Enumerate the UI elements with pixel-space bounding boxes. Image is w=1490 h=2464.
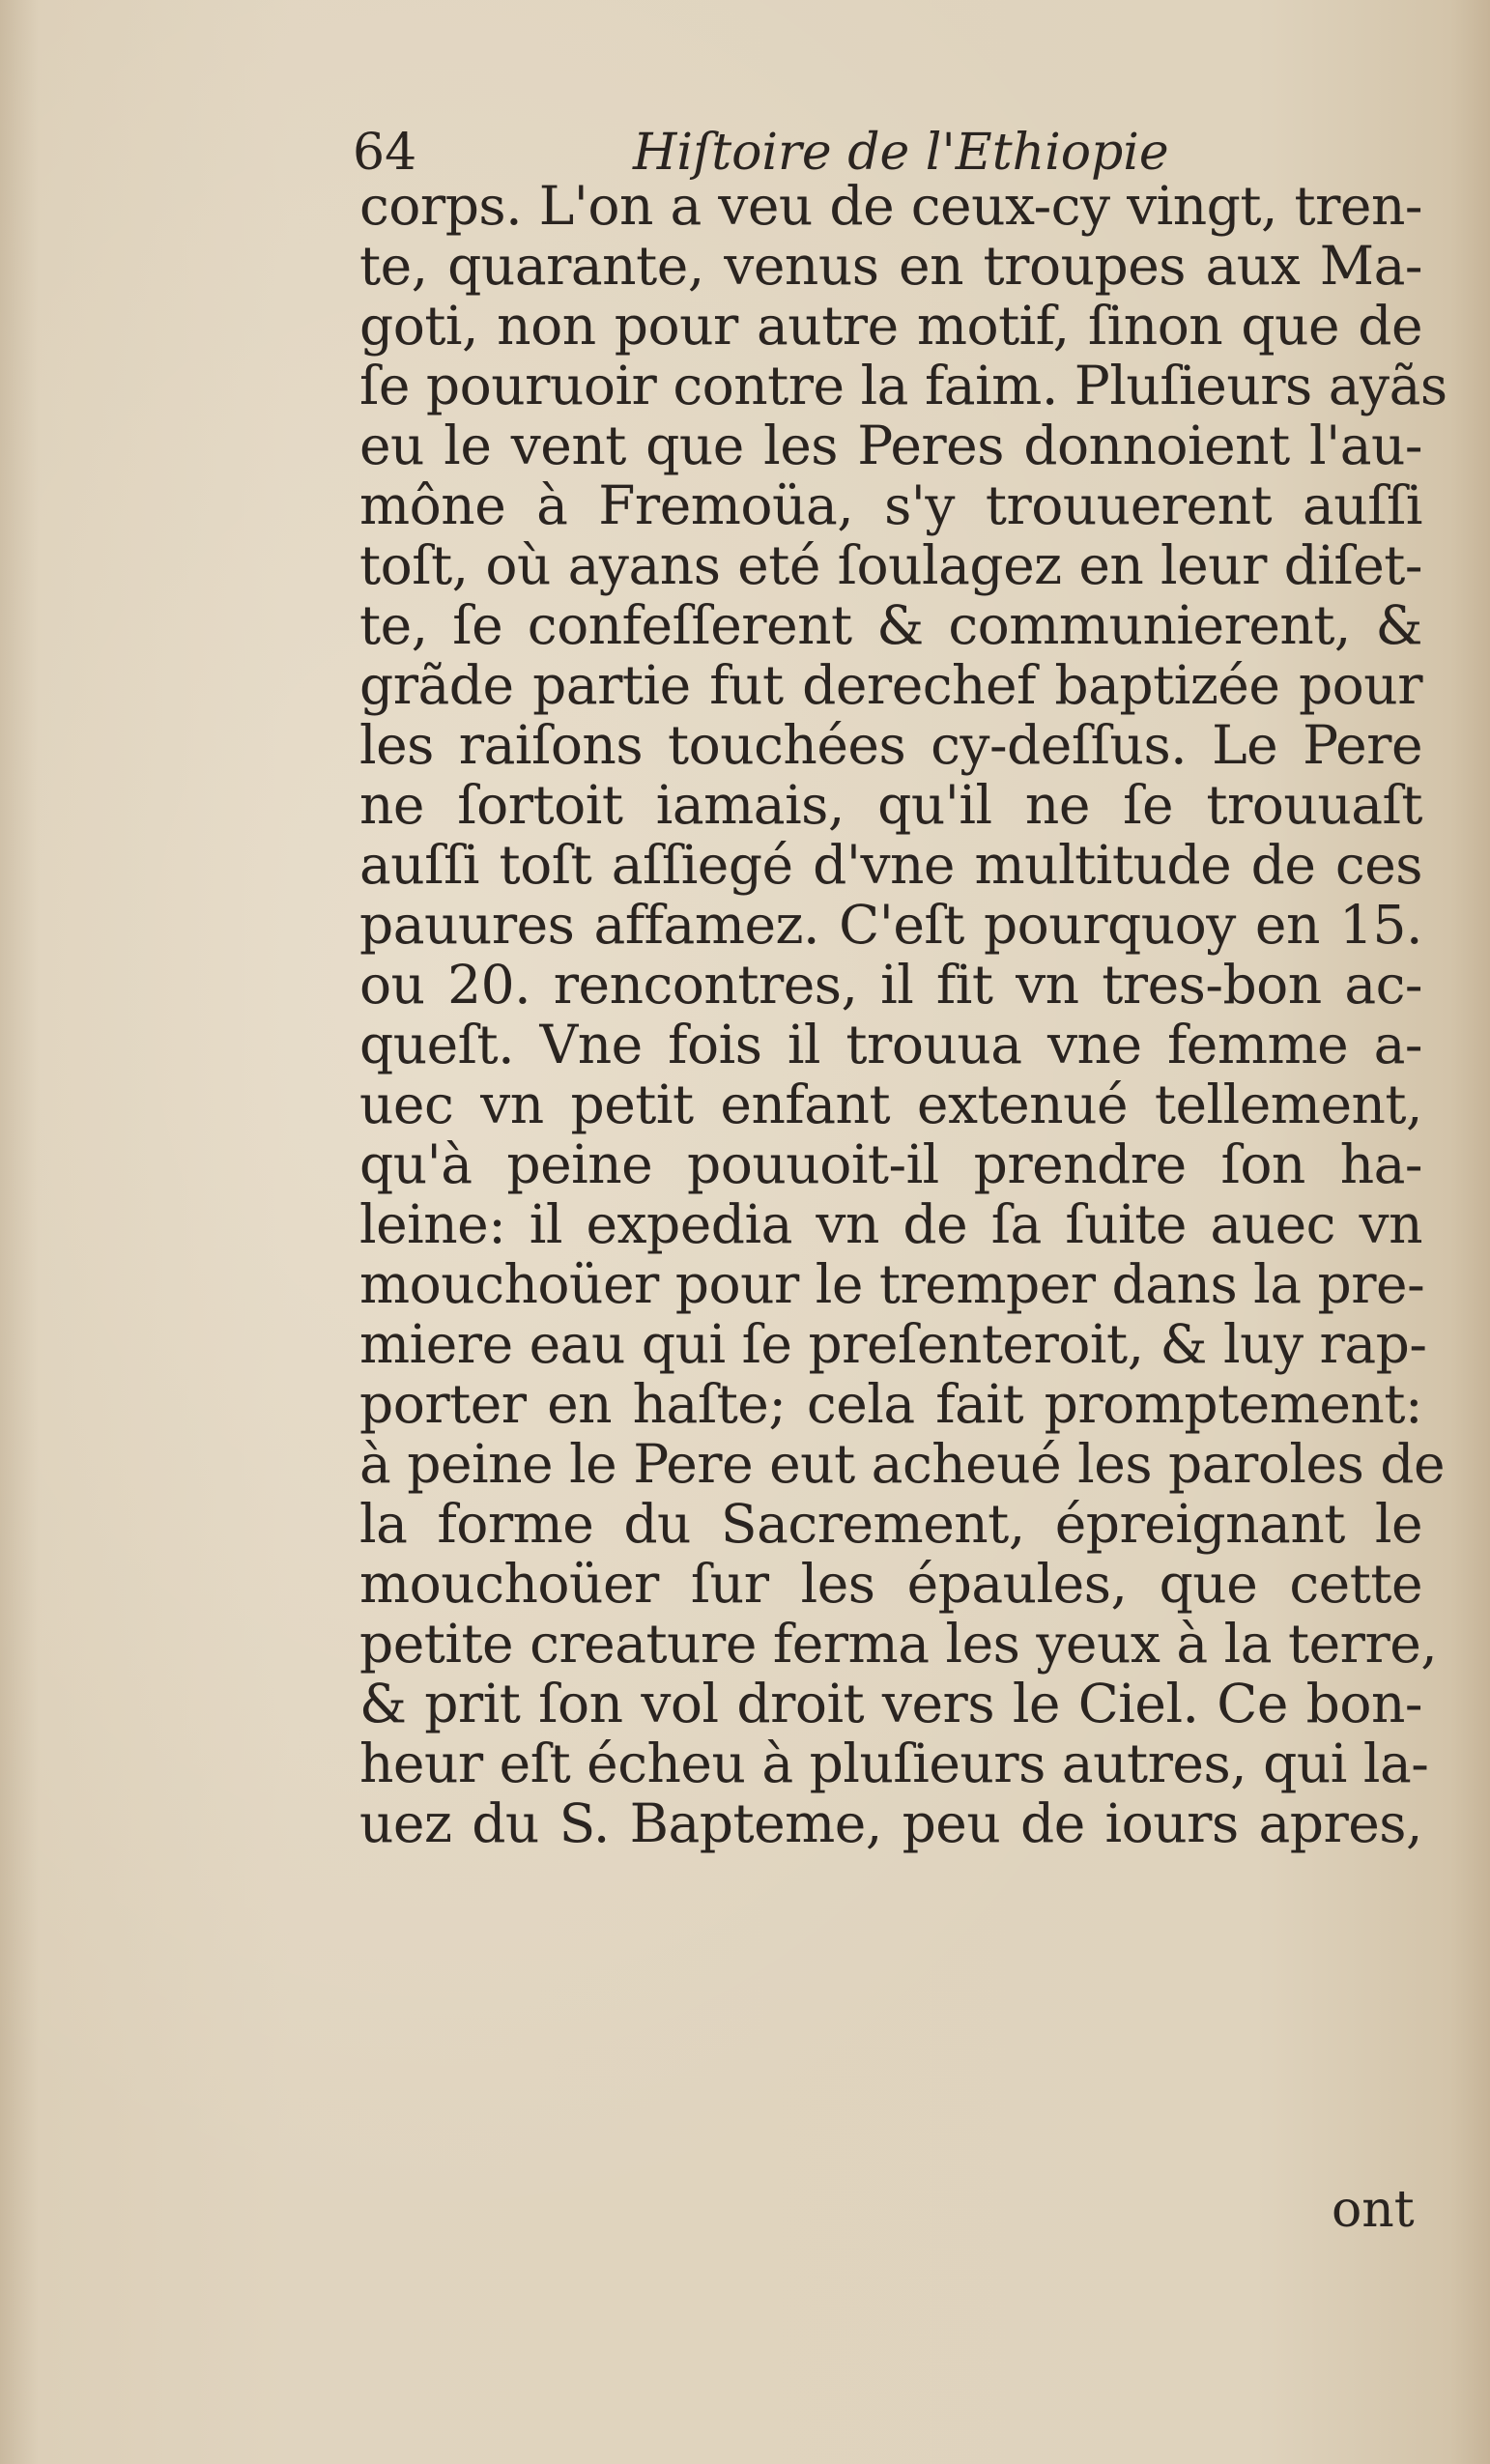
text-line: pauures affamez. C'eſt pourquoy en 15. — [359, 894, 1422, 956]
text-line: ou 20. rencontres, il fit vn tres-bon ac- — [359, 954, 1422, 1016]
text-line: à peine le Pere eut acheué les paroles de — [359, 1433, 1446, 1495]
text-line: eu le vent que les Peres donnoient l'au- — [359, 415, 1422, 476]
text-line: mouchoüer ſur les épaules, que cette — [359, 1553, 1422, 1615]
body-text — [359, 175, 1447, 1854]
text-line: toſt, où ayans eté ſoulagez en leur diſet- — [359, 534, 1422, 596]
text-line: & prit ſon vol droit vers le Ciel. Ce bon- — [359, 1673, 1422, 1734]
text-line: auſſi toſt aſſiegé d'vne multitude de ces — [359, 834, 1422, 896]
running-title: Hiſtoire de l'Ethiopie — [633, 124, 1169, 182]
text-line: la forme du Sacrement, épreignant le — [359, 1493, 1422, 1555]
text-line: te, ſe confeſſerent & communierent, & — [359, 594, 1422, 656]
text-line: te, quarante, venus en troupes aux Ma- — [359, 235, 1422, 297]
text-line: queſt. Vne fois il trouua vne femme a- — [359, 1014, 1422, 1075]
text-line: uec vn petit enfant extenué tellement, — [359, 1074, 1422, 1135]
text-line: porter en haſte; cela fait promptement: — [359, 1373, 1422, 1435]
page-number: 64 — [353, 124, 417, 182]
text-line: heur eſt écheu à pluſieurs autres, qui la- — [359, 1733, 1429, 1794]
text-line: corps. L'on a veu de ceux-cy vingt, tren- — [359, 175, 1422, 237]
text-line: leine: il expedia vn de ſa ſuite auec vn — [359, 1193, 1422, 1255]
text-line: grãde partie fut derechef baptizée pour — [359, 654, 1422, 716]
text-line: qu'à peine pouuoit-il prendre ſon ha- — [359, 1133, 1422, 1195]
text-line: mône à Fremoüa, s'y trouuerent auſſi — [359, 474, 1422, 536]
text-line: goti, non pour autre motif, ſinon que de — [359, 295, 1422, 357]
text-line: miere eau qui ſe preſenteroit, & luy rap- — [359, 1313, 1427, 1375]
text-line: ſe pouruoir contre la faim. Pluſieurs ayãs — [359, 355, 1447, 416]
text-line: mouchoüer pour le tremper dans la pre- — [359, 1253, 1425, 1315]
text-line: les raiſons touchées cy-deſſus. Le Pere — [359, 714, 1422, 776]
text-line: petite creature ferma les yeux à la terre, — [359, 1613, 1438, 1675]
catchword: ont — [1332, 2181, 1415, 2239]
text-line: ne ſortoit iamais, qu'il ne ſe trouuaſt — [359, 774, 1422, 836]
text-line: uez du S. Bapteme, peu de iours apres, — [359, 1792, 1422, 1854]
